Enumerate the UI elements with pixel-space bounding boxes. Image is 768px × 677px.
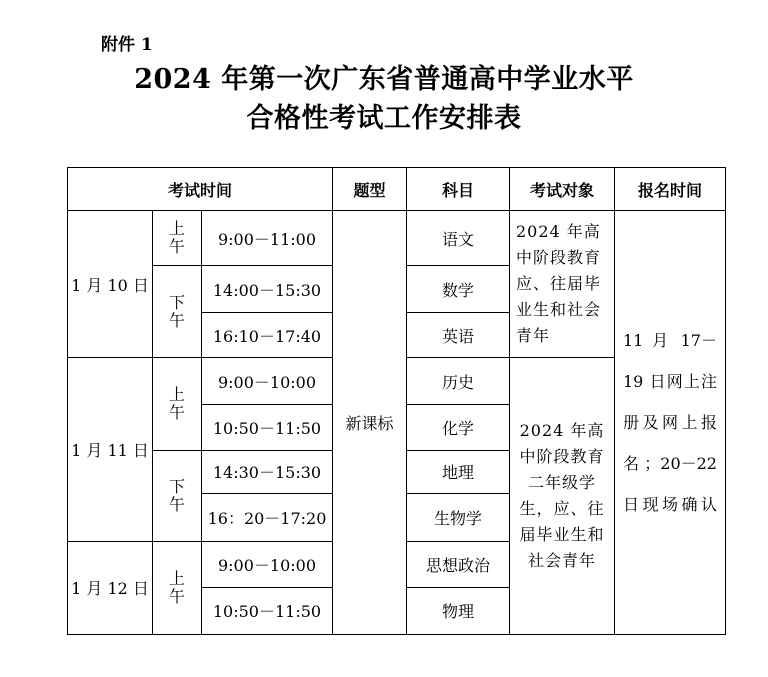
question-type-cell: 新课标: [333, 211, 407, 635]
time-cell: 9:00－11:00: [202, 211, 333, 266]
registration-cell: 11 月 17－19 日网上注册及网上报名；20－22 日现场确认: [615, 211, 726, 635]
subject-cell: 地理: [407, 450, 510, 493]
date-cell: 1 月 11 日: [68, 358, 153, 541]
header-target: 考试对象: [510, 168, 615, 211]
table-row: [68, 211, 726, 266]
document-title-line-2: 合格性考试工作安排表: [246, 103, 522, 134]
target-cell-1: 2024 年高中阶段教育应、往届毕业生和社会青年: [510, 211, 615, 358]
period-cell-morning: 上 午: [153, 358, 202, 450]
exam-schedule-table: [67, 167, 726, 635]
period-cell-afternoon: 下 午: [153, 450, 202, 541]
time-cell: 14:00－15:30: [202, 266, 333, 313]
period-cell-morning: 上 午: [153, 211, 202, 266]
subject-cell: 语文: [407, 211, 510, 266]
subject-cell: 生物学: [407, 493, 510, 541]
period-cell-morning: 上 午: [153, 541, 202, 634]
subject-cell: 化学: [407, 405, 510, 450]
subject-cell: 历史: [407, 358, 510, 405]
header-question-type: 题型: [333, 168, 407, 211]
subject-cell: 英语: [407, 313, 510, 358]
time-cell: 14:30－15:30: [202, 450, 333, 493]
header-registration: 报名时间: [615, 168, 726, 211]
header-row: [68, 168, 726, 211]
subject-cell: 物理: [407, 587, 510, 634]
time-cell: 9:00－10:00: [202, 358, 333, 405]
document-title-line-1: 2024 年第一次广东省普通高中学业水平: [134, 64, 634, 95]
period-cell-afternoon: 下 午: [153, 266, 202, 358]
header-exam-time: 考试时间: [68, 168, 333, 211]
time-cell: 16：20－17:20: [202, 493, 333, 541]
subject-cell: 思想政治: [407, 541, 510, 587]
subject-cell: 数学: [407, 266, 510, 313]
time-cell: 9:00－10:00: [202, 541, 333, 587]
date-cell: 1 月 12 日: [68, 541, 153, 634]
header-subject: 科目: [407, 168, 510, 211]
target-cell-2: 2024 年高中阶段教育二年级学生，应、往届毕业生和社会青年: [510, 358, 615, 635]
time-cell: 10:50－11:50: [202, 587, 333, 634]
attachment-label: 附件 1: [101, 35, 153, 55]
time-cell: 10:50－11:50: [202, 405, 333, 450]
time-cell: 16:10－17:40: [202, 313, 333, 358]
date-cell: 1 月 10 日: [68, 211, 153, 358]
